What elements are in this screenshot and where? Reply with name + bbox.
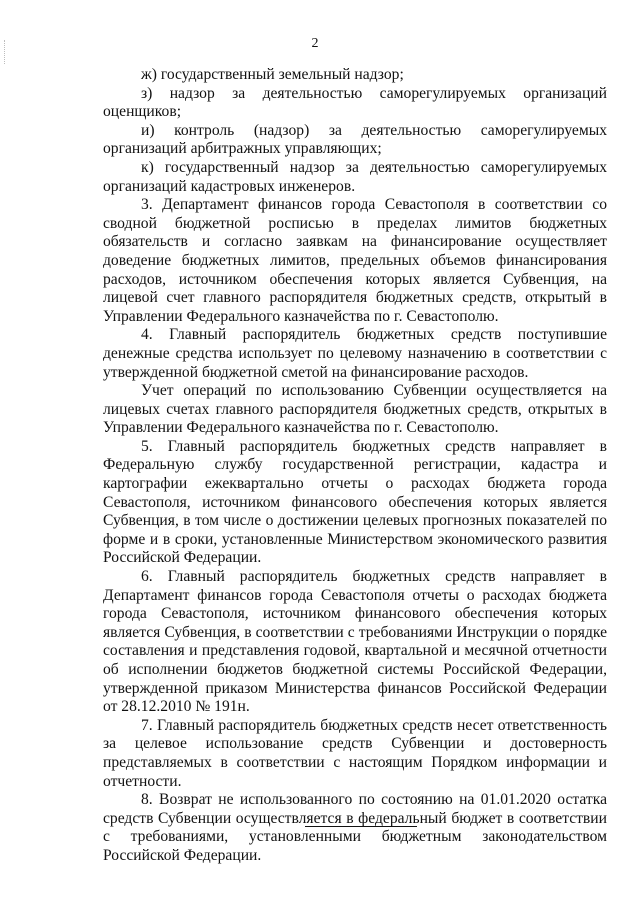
paragraph-7: 7. Главный распорядитель бюджетных средств несет ответственность за целевое использование средств Субвенции и достоверность представляемых в соответствии с настоящим Порядком информации и отчетности. [103,716,607,790]
list-item-zh: ж) государственный земельный надзор; [141,66,404,83]
list-item-k: к) государственный надзор за деятельностью саморегулируемых организаций кадастровых инженеров. [103,158,607,195]
paragraph-3: 3. Департамент финансов города Севастополя в соответствии со сводной бюджетной росписью в пределах лимитов бюджетных обязательств и согласно заявкам на финансирование осуществляет доведение бюджетных лимитов, предельных объемов финансирования расходов, источником обеспечения которых является Субвенция, на лицевой счет главного распорядителя бюджетных средств, открытый в Управлении Федерального казначейства по г. Севастополю. [103,196,607,325]
paragraph-4: 4. Главный распорядитель бюджетных средств поступившие денежные средства использует по целевому назначению в соответствии с утвержденной бюджетной сметой на финансирование расходов. [103,326,607,381]
page-number: 2 [311,36,319,51]
list-item-z: з) надзор за деятельностью саморегулируемых организаций оценщиков; [103,84,607,121]
paragraph-4-accounting: Учет операций по использованию Субвенции осуществляется на лицевых счетах главного распорядителя бюджетных средств, открытых в Управлении Федерального казначейства по г. Севастополю. [103,382,607,437]
paragraph-8: 8. Возврат не использованного по состоянию на 01.01.2020 остатка средств Субвенции осуществляется в федеральный бюджет в соответствии с требованиями, установленными бюджетным законодательством Российской Федерации. [103,791,607,864]
paragraph-6: 6. Главный распорядитель бюджетных средств направляет в Департамент финансов города Севастополя отчеты о расходах бюджета города Севастополя, источником финансового обеспечения которых является Субвенция, в соответствии с требованиями Инструкции о порядке составления и представления годовой, квартальной и месячной отчетности об исполнении бюджетов бюджетной системы Российской Федерации, утвержденной приказом Министерства финансов Российской Федерации от 28.12.2010 № 191н. [103,568,607,716]
closing-rule [305,826,417,827]
list-item-i: и) контроль (надзор) за деятельностью саморегулируемых организаций арбитражных управляющих; [103,121,607,158]
paragraph-5: 5. Главный распорядитель бюджетных средств направляет в Федеральную службу государственной регистрации, кадастра и картографии ежеквартально отчеты о расходах бюджета города Севастополя, источником финансового обеспечения которых является Субвенция, в том числе о достижении целевых прогнозных показателей по форме и в сроки, установленные Министерством экономического развития Российской Федерации. [103,437,607,567]
document-body [103,66,607,866]
